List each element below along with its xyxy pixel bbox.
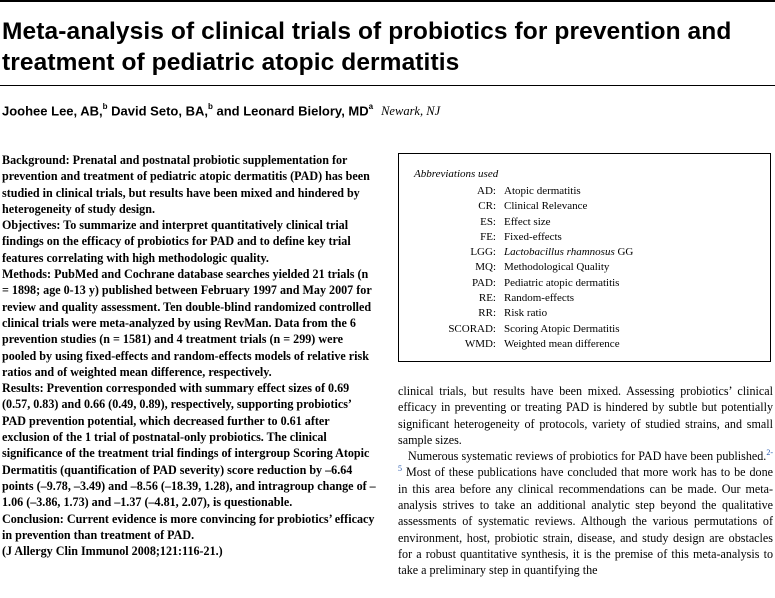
abbreviation-row [399,322,769,337]
abbreviation-term: PAD: [471,276,496,289]
body-paragraph [398,448,773,578]
abbreviation-meaning: Methodological Quality [504,261,610,274]
author-location: Newark, NJ [381,104,441,119]
abstract-citation: (J Allergy Clin Immunol 2008;121:116-21.) [2,544,223,559]
author-line [2,103,440,119]
abbreviation-term: ES: [480,215,496,228]
abbreviation-meaning: Random-effects [504,292,575,305]
author-name: Joohee Lee, AB, [2,103,103,119]
abbreviation-row [399,306,769,321]
abbreviation-row [399,215,769,230]
affiliation-mark: b [102,102,108,111]
title-rule [0,85,775,86]
abstract [2,152,376,559]
abbreviation-row [399,245,769,260]
abbreviation-row [399,337,769,352]
abbreviations-box [398,153,771,362]
abbreviation-row [399,184,769,199]
affiliation-mark: a [368,102,374,111]
abbreviation-meaning: Fixed-effects [504,230,562,243]
abbreviation-meaning: Risk ratio [504,307,548,320]
abbreviations-list [399,184,769,352]
abstract-objectives: Objectives: To summarize and interpret quantitatively clinical trial findings on the efficacy of probiotics for PAD and to define key trial features correlating with high methodologic quality. [2,218,351,265]
abbreviation-meaning: Effect size [504,215,551,228]
author-name: and Leonard Bielory, MD [212,103,369,119]
abbreviation-term: MQ: [475,261,496,274]
author-name: David Seto, BA, [107,103,208,119]
abbreviation-term: AD: [477,185,496,197]
affiliation-mark: b [207,102,213,111]
abstract-results: Results: Prevention corresponded with summary effect sizes of 0.69 (0.57, 0.83) and 0.66 (0.49, 0.89), respectively, supporting probiotics’ PAD prevention potential, which decreased further to 0.61 after exclusion of the 1 trial of postnatal-only probiotics. The clinical significance of the treatment trial findings of intergroup Scoring Atopic Dermatitis (quantification of PAD severity) score reduction by –6.64 points (–9.78, –3.49) and –8.56 (–18.39, 1.28), and intragroup change of –1.06 (–3.86, 1.73) and –1.37 (–4.81, 2.07), is questionable. [2,381,376,510]
article-title: Meta-analysis of clinical trials of probiotics for prevention and treatment of pediatric atopic dermatitis [2,18,732,76]
strain-suffix: GG [614,246,634,259]
body-paragraph: clinical trials, but results have been mixed. Assessing probiotics’ clinical efficacy in preventing or treating PAD is hindered by subtle but potentially significant heterogeneity of protocols, variety of studied strains, and small sample sizes. [398,384,773,447]
abbreviation-row [399,199,769,214]
abbreviation-term: WMD: [464,337,496,350]
abbreviation-meaning: Pediatric atopic dermatitis [504,276,620,289]
body-text [398,383,773,579]
abstract-methods: Methods: PubMed and Cochrane database searches yielded 21 trials (n = 1898; age 0-13 y) published between February 1997 and May 2007 for review and quality assessment. Ten double-blind randomized controlled clinical trials were meta-analyzed by using RevMan. Data from the 6 prevention studies (n = 1581) and 4 treatment trials (n = 299) were pooled by using fixed-effects and random-effects models of relative risk ratios and of weighted mean difference, respectively. [2,267,372,379]
abbreviations-heading: Abbreviations used [414,168,499,180]
species-name: Lactobacillus rhamnosus [504,246,615,259]
paragraph-text: Most of these publications have concluded that more work has to be done in this area before any clinical recommendations can be made. Our meta-analysis strives to take an additional analytic step beyond the qualitative assessments of systematic reviews. Although the various permutations of environment, host, probiotic strain, disease, and study design are obstacles for a robust quantitative synthesis, it is the premise of this meta-analysis to take a preliminary step in quantifying the [398,465,773,578]
abbreviation-term: FE: [480,230,496,243]
abbreviation-row [399,291,769,306]
abbreviation-term: RE: [478,292,496,305]
abbreviation-meaning: Weighted mean difference [504,337,620,350]
abstract-background: Background: Prenatal and postnatal probiotic supplementation for prevention and treatment of pediatric atopic dermatitis (PAD) has been studied in clinical trials, but results have been mixed and hindered by heterogeneity of study design. [2,153,370,216]
abbreviation-meaning: Clinical Relevance [504,200,588,213]
abbreviation-meaning: Atopic dermatitis [504,185,581,197]
abbreviation-term: RR: [478,307,496,320]
abbreviation-term: SCORAD: [448,322,496,335]
top-rule [0,0,775,2]
abbreviation-term: CR: [478,200,496,213]
abbreviation-term: LGG: [470,246,496,259]
abbreviation-row [399,276,769,291]
reference-link[interactable]: 2-5 [398,448,773,474]
abbreviation-meaning [496,245,633,260]
abbreviation-row [399,230,769,245]
abbreviation-meaning: Scoring Atopic Dermatitis [504,322,620,335]
abbreviation-row [399,260,769,275]
abstract-conclusion: Conclusion: Current evidence is more convincing for probiotics’ efficacy in prevention than treatment of PAD. [2,511,375,542]
paragraph-text: Numerous systematic reviews of probiotics for PAD have been published. [408,449,767,464]
